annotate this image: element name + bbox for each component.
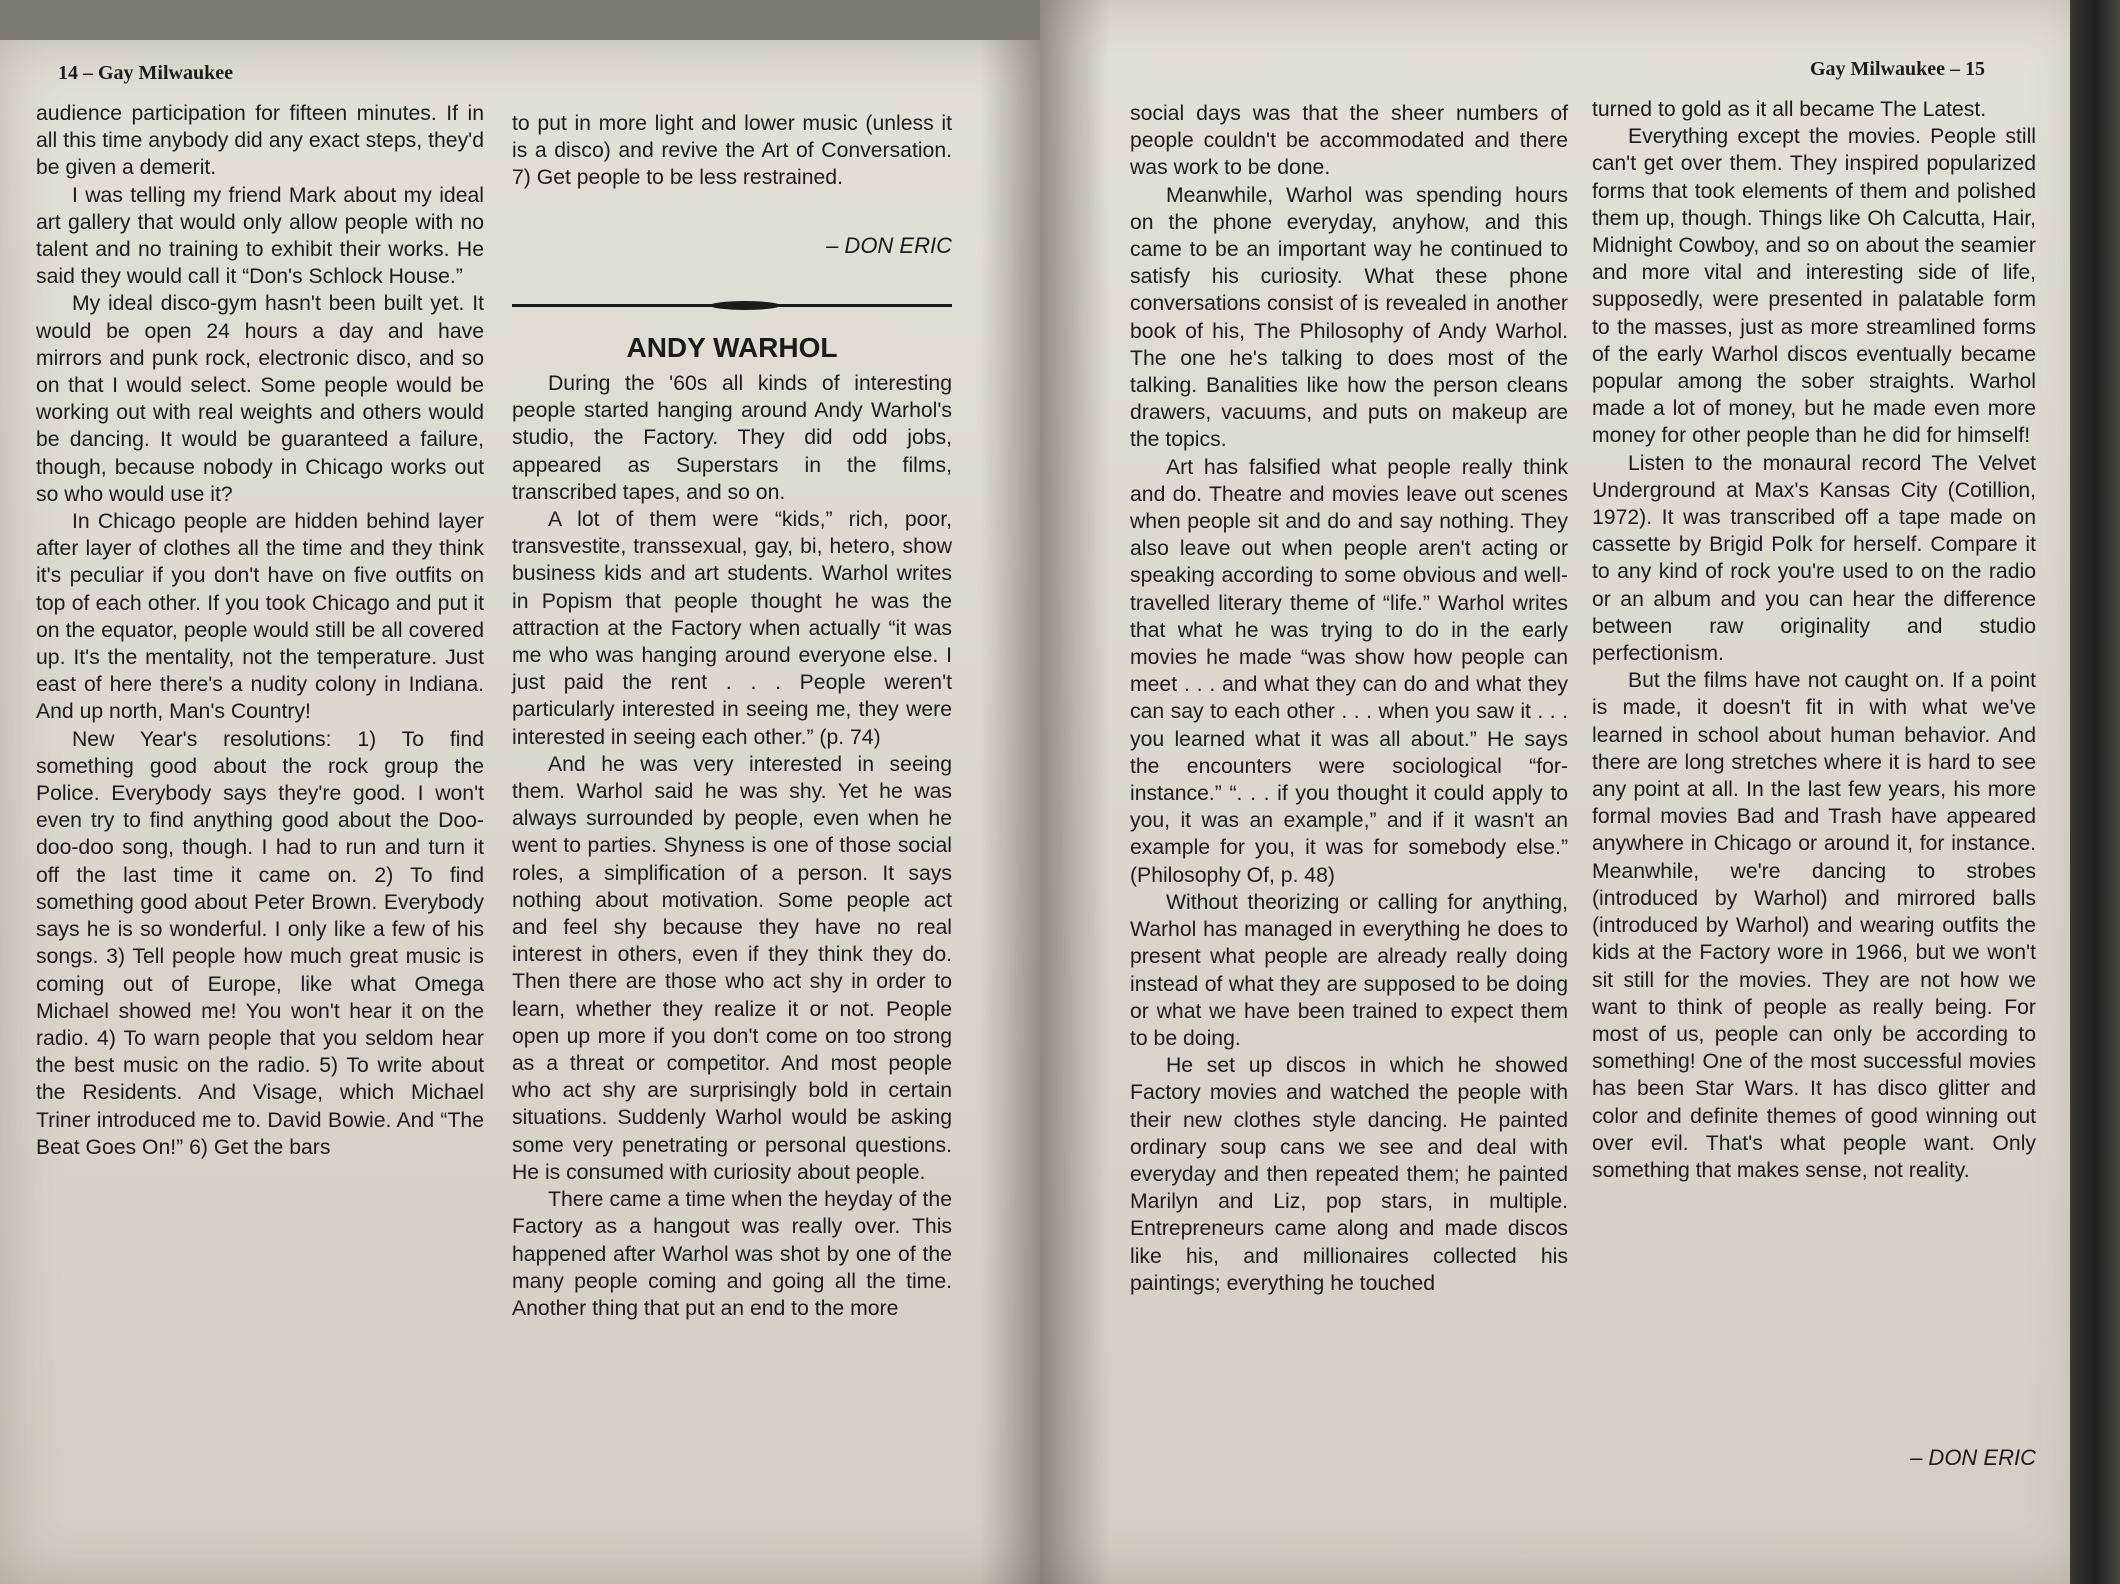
signature-block-1 [512, 218, 952, 259]
signature-1: – DON ERIC [826, 233, 952, 258]
left-column-2-top [512, 110, 952, 192]
left-page [0, 40, 1040, 1584]
paragraph: Listen to the monaural record The Velvet Underground at Max's Kansas City (Cotillion, 1972). It was transcribed off a tape made on cassette by Brigid Polk for herself. Compare it to any kind of rock you're used to on the radio or an album and you can hear the difference between raw originality and studio perfectionism. [1592, 451, 2036, 666]
paragraph: audience participation for fifteen minutes. If in all this time anybody did any exact steps, they'd be given a demerit. [36, 102, 484, 180]
right-column-2 [1592, 96, 2036, 1184]
paragraph: I was telling my friend Mark about my ideal art gallery that would only allow people with no talent and no training to exhibit their works. He said they would call it “Don's Schlock House.” [36, 183, 484, 289]
signature-block-2 [1592, 1430, 2036, 1471]
paragraph: Art has falsified what people really think and do. Theatre and movies leave out scenes when people sit and do and say nothing. They also leave out when people aren't acting or speaking according to some obvious and well-travelled literary theme of “life.” Warhol writes that what he was trying to do in the early movies he made “was show how people can meet . . . and what they can do and what they can say to each other . . . when you saw it . . . you learned what it was all about.” He says the encounters were sociological “for-instance.” “. . . if you thought it could apply to you, it was an example,” and if it wasn't an example for you, it was for somebody else.” (Philosophy Of, p. 48) [1130, 455, 1568, 887]
paragraph: turned to gold as it all became The Latest. [1592, 98, 1987, 121]
paragraph: And he was very interested in seeing them. Warhol said he was shy. Yet he was always surrounded by people, even when he went to parties. Shyness is one of those social roles, a simplification of a person. It says nothing about motivation. Some people act and feel shy because they have no real interest in others, even if they think they do. Then there are those who act shy in order to learn, whether they realize it or not. People open up more if you don't come on too strong as a threat or competitor. And most people who act shy are surprisingly bold in certain situations. Suddenly Warhol would be asking some very penetrating or personal questions. He is consumed with curiosity about people. [512, 752, 952, 1184]
binding-edge [2070, 0, 2120, 1584]
paragraph: But the films have not caught on. If a point is made, it doesn't fit in with what we've learned in school about human behavior. And there are long stretches where it is hard to see any point at all. In the last few years, his more formal movies Bad and Trash have appeared anywhere in Chicago or around it, for instance. Meanwhile, we're dancing to strobes (introduced by Warhol) and mirrored balls (introduced by Warhol) and wearing outfits the kids at the Factory wore in 1966, but we won't sit still for the movies. They are not how we want to think of people as really being. For most of us, people can only be according to something! One of the most successful movies has been Star Wars. It has disco glitter and color and definite themes of good winning out over evil. That's what people want. Only something that makes sense, not reality. [1592, 669, 2036, 1182]
paragraph: Everything except the movies. People still can't get over them. They inspired popularized forms that took elements of them and polished them up, though. Things like Oh Calcutta, Hair, Midnight Cowboy, and so on about the seamier and more vital and interesting side of life, supposedly, were presented in palatable form to the masses, just as more streamlined forms of the early Warhol discos eventually became popular among the sober straights. Warhol made a lot of money, but he made even more money for other people than he did for himself! [1592, 125, 2036, 448]
paragraph: A lot of them were “kids,” rich, poor, transvestite, transsexual, gay, bi, hetero, show business kids and art students. Warhol writes in Popism that people thought he was the attraction at the Factory when actually “it was me who was hanging around everyone else. I just paid the rent . . . People weren't particularly interested in seeing me, they were interested in seeing each other.” (p. 74) [512, 508, 952, 749]
paragraph: My ideal disco-gym hasn't been built yet. It would be open 24 hours a day and have mirrors and punk rock, electronic disco, and so on that I would select. Some people would be working out with real weights and others would be dancing. It would be guaranteed a failure, though, because nobody in Chicago works out so who would use it? [36, 292, 484, 506]
paragraph: There came a time when the heyday of the Factory as a hangout was really over. This happened after Warhol was shot by one of the many people coming and going all the time. Another thing that put an end to the more [512, 1188, 952, 1320]
signature-2: – DON ERIC [1910, 1445, 2036, 1470]
paragraph: New Year's resolutions: 1) To find something good about the rock group the Police. Everybody says they're good. I won't even try to find anything good about the Doo-doo-doo song, though. I had to run and turn it off the last time it came on. 2) To find something good about Peter Brown. Everybody says he is so wonderful. I only like a few of his songs. 3) Tell people how much great music is coming out of Europe, like what Omega Michael showed me! You won't hear it on the radio. 4) To warn people that you seldom hear the best music on the radio. 5) To write about the Residents. And Visage, which Michael Triner introduced me to. David Bowie. And “The Beat Goes On!” 6) Get the bars [36, 727, 484, 1159]
left-page-folio: 14 – Gay Milwaukee [58, 62, 233, 84]
paragraph: to put in more light and lower music (unless it is a disco) and revive the Art of Conversation. 7) Get people to be less restrained. [512, 112, 952, 190]
paragraph: He set up discos in which he showed Factory movies and watched the people with their new clothes style dancing. He painted ordinary soup cans we see and deal with everyday and then repeated them; he painted Marilyn and Liz, pop stars, in multiple. Entrepreneurs came along and made discos like his, and millionaires collected his paintings; everything he touched [1130, 1054, 1568, 1295]
paragraph: social days was that the sheer numbers of people couldn't be accommodated and there was work to be done. [1130, 102, 1568, 180]
right-column-1 [1130, 100, 1568, 1297]
left-column-1 [36, 100, 484, 1161]
paragraph: During the '60s all kinds of interesting people started hanging around Andy Warhol's studio, the Factory. They did odd jobs, appeared as Superstars in the films, transcribed tapes, and so on. [512, 372, 952, 504]
paragraph: Meanwhile, Warhol was spending hours on the phone everyday, anyhow, and this came to be an important way he continued to satisfy his curiosity. What these phone conversations consist of is revealed in another book of his, The Philosophy of Andy Warhol. The one he's talking to does most of the talking. Banalities like how the person cleans drawers, vacuums, and puts on makeup are the topics. [1130, 183, 1568, 452]
right-page [1040, 0, 2090, 1584]
section-divider-rule [512, 304, 952, 307]
paragraph: In Chicago people are hidden behind layer after layer of clothes all the time and they think it's peculiar if you don't have on five outfits on top of each other. If you took Chicago and put it on the equator, people would still be all covered up. It's the mentality, not the temperature. Just east of here there's a nudity colony in Indiana. And up north, Man's Country! [36, 510, 484, 724]
paragraph: Without theorizing or calling for anything, Warhol has managed in everything he does to present what people are already really doing instead of what they are supposed to be doing or what we have been trained to expect them to be doing. [1130, 890, 1568, 1050]
article-headline: ANDY WARHOL [626, 332, 838, 363]
right-page-folio: Gay Milwaukee – 15 [1810, 58, 1985, 80]
left-column-2-body [512, 370, 952, 1322]
